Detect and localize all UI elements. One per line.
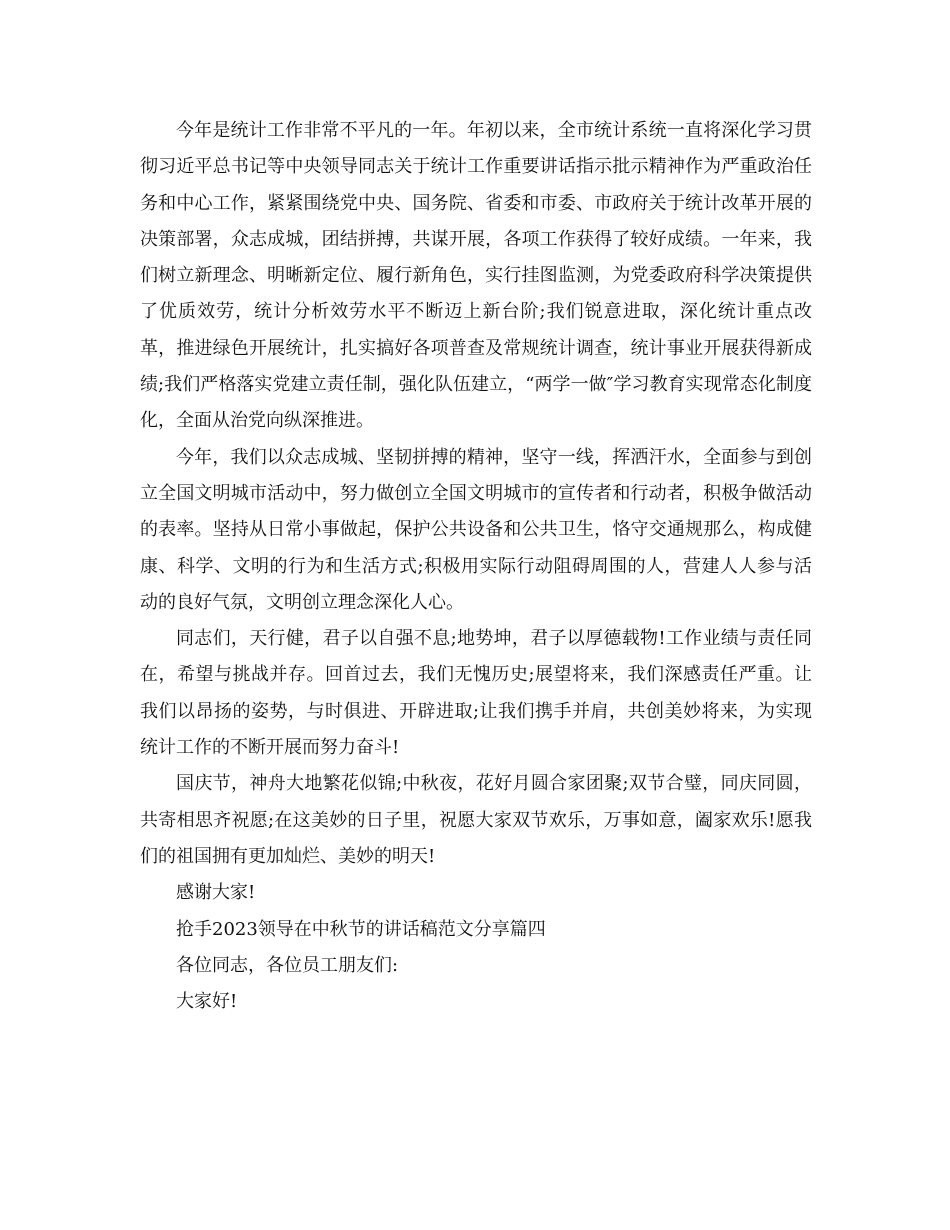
document-body <box>140 113 812 1020</box>
paragraph-thanks: 感谢大家! <box>176 882 256 904</box>
paragraph-statistics-work: 今年是统计工作非常不平凡的一年。年初以来，全市统计系统一直将深化学习贯彻习近平总书记等中央领导同志关于统计工作重要讲话指示批示精神作为严重政治任务和中心工作，紧紧围绕党中央、国务院、省委和市委、市政府关于统计改革开展的决策部署，众志成城，团结拼搏，共谋开展，各项工作获得了较好成绩。一年来，我们树立新理念、明晰新定位、履行新角色，实行挂图监测，为党委政府科学决策提供了优质效劳，统计分析效劳水平不断迈上新台阶;我们锐意进取，深化统计重点改革，推进绿色开展统计，扎实搞好各项普查及常规统计调查，统计事业开展获得新成绩;我们严格落实党建立责任制，强化队伍建立，“两学一做″学习教育实现常态化制度化，全面从治党向纵深推进。 <box>140 120 812 432</box>
salutation: 各位同志，各位员工朋友们: <box>176 954 399 976</box>
paragraph-civilized-city: 今年，我们以众志成城、坚韧拼搏的精神，坚守一线，挥洒汗水，全面参与到创立全国文明城市活动中，努力做创立全国文明城市的宣传者和行动者，积极争做活动的表率。坚持从日常小事做起，保护公共设备和公共卫生，恪守交通规那么，构成健康、科学、文明的行为和生活方式;积极用实际行动阻碍周围的人，营建人人参与活动的良好气氛，文明创立理念深化人心。 <box>140 446 812 613</box>
paragraph-holiday-wishes: 国庆节，神舟大地繁花似锦;中秋夜，花好月圆合家团聚;双节合璧，同庆同圆，共寄相思齐祝愿;在这美妙的日子里，祝愿大家双节欢乐，万事如意，阖家欢乐!愿我们的祖国拥有更加灿烂、美妙的明天! <box>140 773 812 867</box>
section-heading: 抢手2023领导在中秋节的讲话稿范文分享篇四 <box>176 918 546 940</box>
greeting: 大家好! <box>176 991 238 1013</box>
paragraph-comrades: 同志们，天行健，君子以自强不息;地势坤，君子以厚德载物!工作业绩与责任同在，希望与挑战并存。回首过去，我们无愧历史;展望将来，我们深感责任严重。让我们以昂扬的姿势，与时俱进、开辟进取;让我们携手并肩，共创美妙将来，为实现统计工作的不断开展而努力奋斗! <box>140 628 812 759</box>
